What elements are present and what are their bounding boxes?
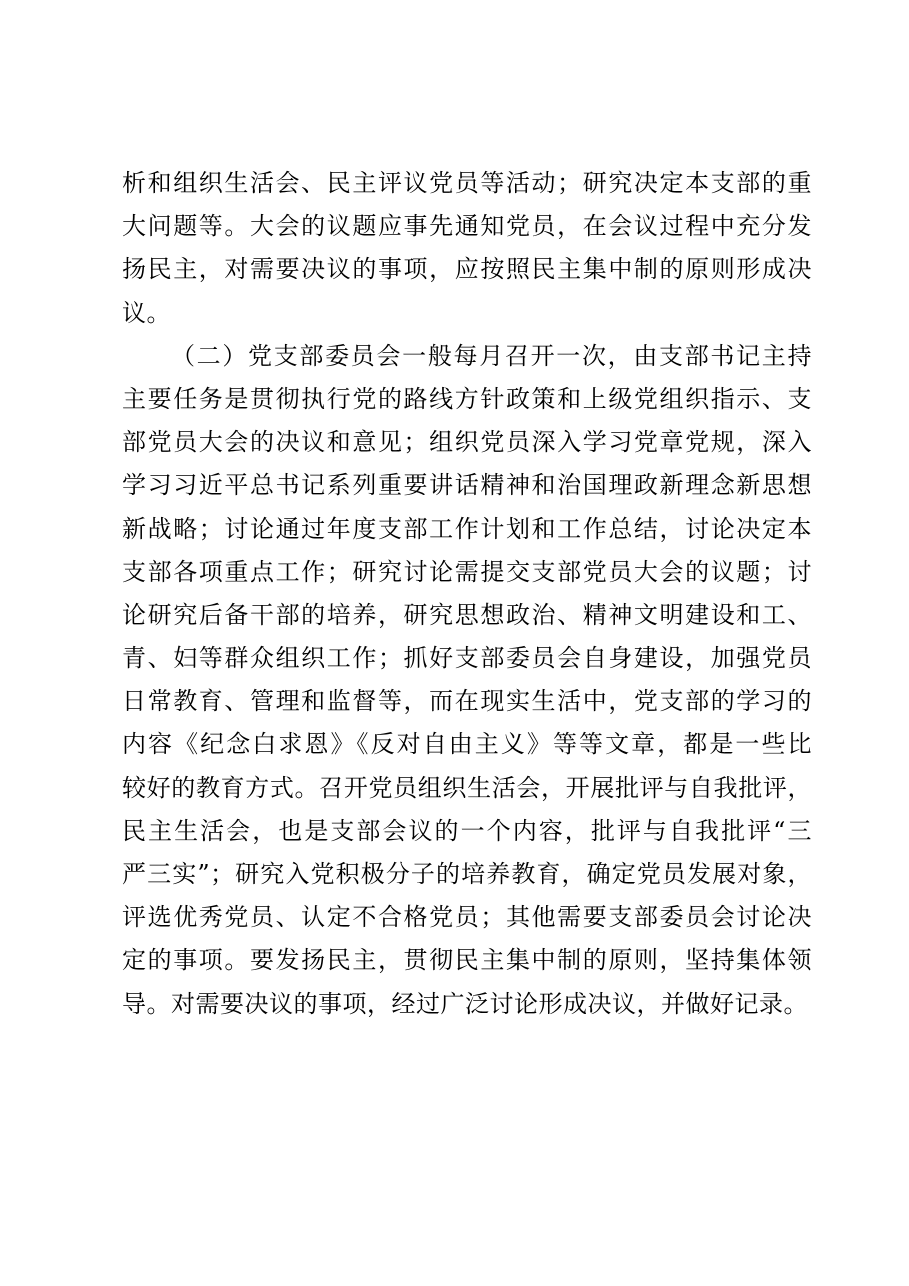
text-line: 支部各项重点工作；研究讨论需提交支部党员大会的议题；讨 [122, 557, 812, 586]
text-line: 新战略；讨论通过年度支部工作计划和工作总结，讨论决定本 [122, 514, 812, 543]
text-line: 论研究后备干部的培养，研究思想政治、精神文明建设和工、 [122, 600, 812, 629]
text-line: 学习习近平总书记系列重要讲话精神和治国理政新理念新思想 [122, 471, 812, 500]
text-line: 主要任务是贯彻执行党的路线方针政策和上级党组织指示、支 [122, 384, 812, 413]
text-line: 定的事项。要发扬民主，贯彻民主集中制的原则，坚持集体领 [122, 946, 812, 975]
text-line: 内容《纪念白求恩》《反对自由主义》等等文章，都是一些比 [122, 730, 812, 759]
text-line: 部党员大会的决议和意见；组织党员深入学习党章党规，深入 [122, 428, 812, 457]
text-line: 青、妇等群众组织工作；抓好支部委员会自身建设，加强党员 [122, 644, 812, 673]
text-line: 日常教育、管理和监督等，而在现实生活中，党支部的学习的 [122, 687, 812, 716]
text-line: 导。对需要决议的事项，经过广泛讨论形成决议，并做好记录。 [122, 989, 808, 1018]
text-line: 议。 [122, 298, 171, 327]
section-heading-line: （二）党支部委员会一般每月召开一次，由支部书记主持 [171, 341, 812, 370]
text-line: 大问题等。大会的议题应事先通知党员，在会议过程中充分发 [122, 212, 812, 241]
body-text [122, 162, 812, 1026]
text-line: 较好的教育方式。召开党员组织生活会，开展批评与自我批评， [122, 773, 812, 802]
text-line: 析和组织生活会、民主评议党员等活动；研究决定本支部的重 [122, 169, 812, 197]
text-line: 评选优秀党员、认定不合格党员；其他需要支部委员会讨论决 [122, 903, 812, 932]
text-line: 民主生活会，也是支部会议的一个内容，批评与自我批评“三 [122, 816, 812, 845]
text-line: 严三实”；研究入党积极分子的培养教育，确定党员发展对象， [122, 860, 812, 888]
text-line: 扬民主，对需要决议的事项，应按照民主集中制的原则形成决 [122, 255, 812, 284]
